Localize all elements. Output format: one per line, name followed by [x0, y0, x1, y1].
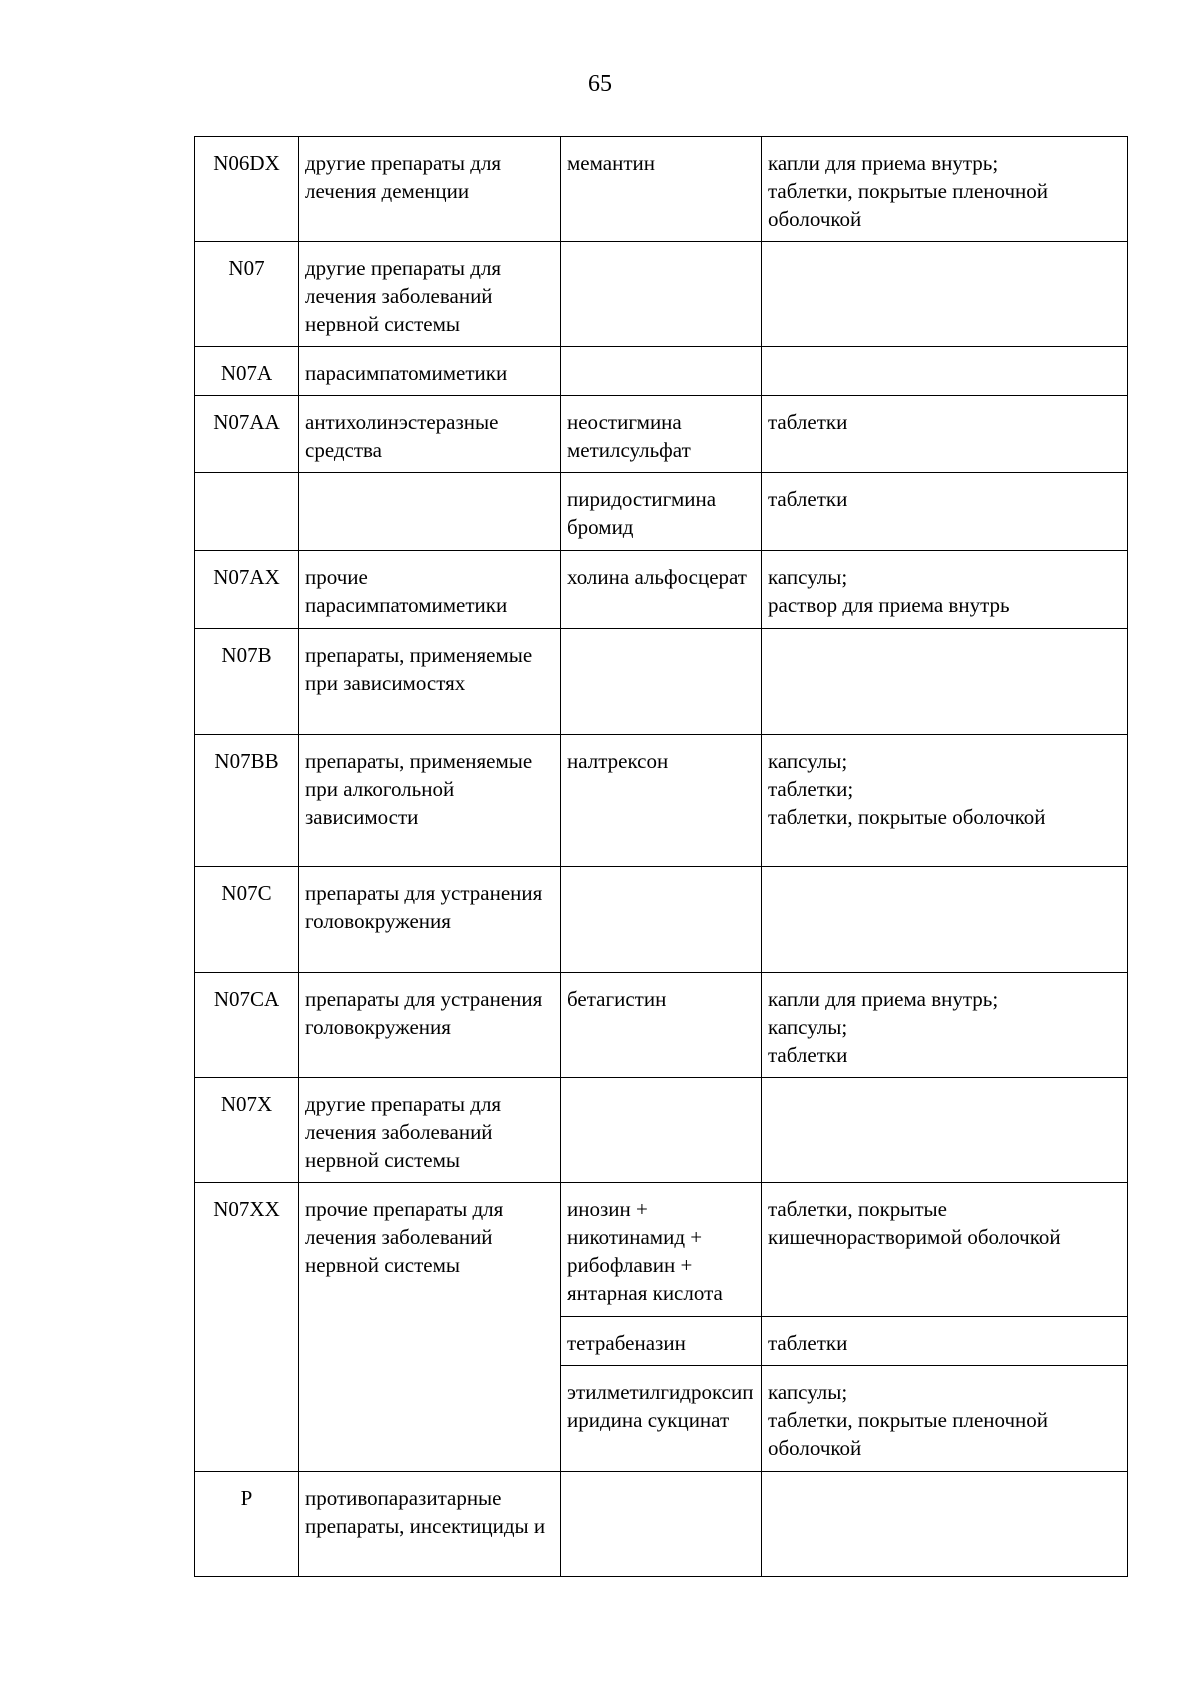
atc-code-cell: N07X — [195, 1078, 299, 1183]
forms-cell — [762, 1472, 1128, 1577]
group-cell: прочие парасимпатомиметики — [299, 551, 561, 629]
dosage-form: таблетки, покрытые кишечнорастворимой оболочкой — [768, 1197, 1061, 1249]
group-cell: препараты, применяемые при алкогольной зависимости — [299, 735, 561, 867]
page-number: 65 — [588, 71, 612, 97]
drug-cell — [561, 347, 762, 396]
forms-cell — [762, 551, 1128, 629]
drug-cell: бетагистин — [561, 973, 762, 1078]
drug-cell — [561, 629, 762, 735]
dosage-form: капсулы; — [768, 565, 848, 589]
drug-cell: неостигмина метилсульфат — [561, 396, 762, 473]
dosage-form: таблетки — [768, 487, 848, 511]
dosage-form: капли для приема внутрь; — [768, 987, 999, 1011]
drug-cell — [561, 1472, 762, 1577]
table-row — [195, 347, 1128, 396]
table-row — [195, 473, 1128, 551]
group-cell: другие препараты для лечения заболеваний нервной системы — [299, 242, 561, 347]
atc-code-cell: N07BB — [195, 735, 299, 867]
dosage-form: таблетки, покрытые оболочкой — [768, 805, 1046, 829]
forms-cell — [762, 735, 1128, 867]
group-cell: противопаразитарные препараты, инсектициды и — [299, 1472, 561, 1577]
dosage-form: капсулы; — [768, 749, 848, 773]
forms-cell — [762, 347, 1128, 396]
forms-cell — [762, 396, 1128, 473]
table-row — [195, 551, 1128, 629]
group-cell: другие препараты для лечения заболеваний нервной системы — [299, 1078, 561, 1183]
drug-cell: пиридостигмина бромид — [561, 473, 762, 551]
group-cell: препараты, применяемые при зависимостях — [299, 629, 561, 735]
dosage-form: таблетки; — [768, 777, 854, 801]
atc-code-cell: N07 — [195, 242, 299, 347]
group-cell: прочие препараты для лечения заболеваний нервной системы — [299, 1183, 561, 1472]
drug-table — [194, 136, 1128, 1577]
forms-cell — [762, 629, 1128, 735]
table-row — [195, 867, 1128, 973]
dosage-form: таблетки, покрытые пленочной оболочкой — [768, 179, 1049, 231]
table-row — [195, 137, 1128, 242]
drug-cell — [561, 867, 762, 973]
drug-cell: мемантин — [561, 137, 762, 242]
atc-code-cell: P — [195, 1472, 299, 1577]
table-row — [195, 1078, 1128, 1183]
drug-cell — [561, 1078, 762, 1183]
drug-cell: инозин + никотинамид + рибофлавин + янтарная кислота — [561, 1183, 762, 1317]
table-row — [195, 1472, 1128, 1577]
drug-cell: тетрабеназин — [561, 1317, 762, 1366]
forms-cell — [762, 867, 1128, 973]
atc-code-cell: N07B — [195, 629, 299, 735]
drug-cell — [561, 242, 762, 347]
forms-cell — [762, 473, 1128, 551]
group-cell — [299, 473, 561, 551]
dosage-form: таблетки — [768, 410, 848, 434]
dosage-form: таблетки — [768, 1043, 848, 1067]
table-row — [195, 1183, 1128, 1317]
dosage-form: капли для приема внутрь; — [768, 151, 999, 175]
dosage-form: капсулы; — [768, 1380, 848, 1404]
group-cell: препараты для устранения головокружения — [299, 973, 561, 1078]
drug-cell: налтрексон — [561, 735, 762, 867]
forms-cell — [762, 1366, 1128, 1472]
forms-cell — [762, 973, 1128, 1078]
table-row — [195, 396, 1128, 473]
dosage-form: таблетки, покрытые пленочной оболочкой — [768, 1408, 1049, 1460]
forms-cell — [762, 1078, 1128, 1183]
group-cell: антихолинэстеразные средства — [299, 396, 561, 473]
atc-code-cell: N07XX — [195, 1183, 299, 1472]
atc-code-cell: N07A — [195, 347, 299, 396]
table-row — [195, 242, 1128, 347]
atc-code-cell: N06DX — [195, 137, 299, 242]
atc-code-cell: N07AA — [195, 396, 299, 473]
group-cell: другие препараты для лечения деменции — [299, 137, 561, 242]
forms-cell — [762, 137, 1128, 242]
group-cell: парасимпатомиметики — [299, 347, 561, 396]
atc-code-cell: N07AX — [195, 551, 299, 629]
table-row — [195, 629, 1128, 735]
drug-cell: этилметилгидроксипиридина сукцинат — [561, 1366, 762, 1472]
forms-cell — [762, 1317, 1128, 1366]
atc-code-cell: N07CA — [195, 973, 299, 1078]
table-row — [195, 973, 1128, 1078]
dosage-form: капсулы; — [768, 1015, 848, 1039]
forms-cell — [762, 1183, 1128, 1317]
dosage-form: раствор для приема внутрь — [768, 593, 1010, 617]
drug-cell: холина альфосцерат — [561, 551, 762, 629]
group-cell: препараты для устранения головокружения — [299, 867, 561, 973]
atc-code-cell — [195, 473, 299, 551]
dosage-form: таблетки — [768, 1331, 848, 1355]
forms-cell — [762, 242, 1128, 347]
atc-code-cell: N07C — [195, 867, 299, 973]
table-row — [195, 735, 1128, 867]
